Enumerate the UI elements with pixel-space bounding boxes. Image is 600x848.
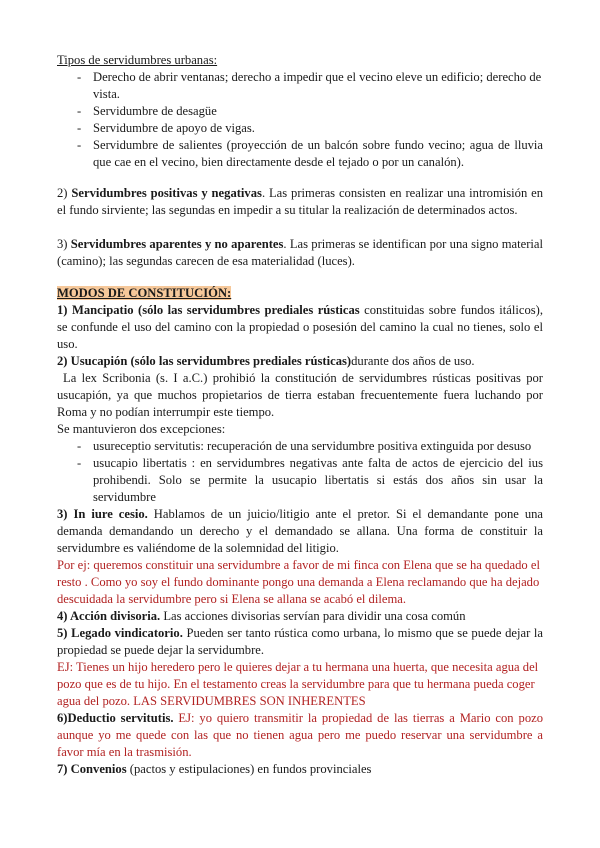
modes-section bbox=[57, 285, 543, 778]
apparent-title: Servidumbres aparentes y no aparentes bbox=[70, 237, 284, 251]
positive-text: . Las primeras consisten en realizar una intromisión en el fundo sirviente; las segundas en impedir a su titular la realización de determinados actos. bbox=[57, 186, 544, 217]
mode-1-title: 1) Mancipatio ( bbox=[57, 303, 143, 317]
modes-heading: MODOS DE CONSTITUCIÓN: bbox=[57, 286, 232, 300]
apparent-number: 3) bbox=[57, 237, 68, 251]
positive-title: Servidumbres positivas y negativas bbox=[71, 186, 262, 200]
mode-7-title: 7) Convenios bbox=[57, 762, 127, 776]
mode-1-text: constituidas sobre fundos itálicos), se confunde el uso del camino con la propiedad o posesión del camino la cual no tienes, solo el uso. bbox=[57, 303, 543, 351]
apparent-text: . Las primeras se identifican por una signo material (camino); las segundas carecen de esa materialidad (luces). bbox=[57, 237, 543, 268]
mode-2-title: 2) Usucapión (sólo las servidumbres prediales rústicas) bbox=[57, 354, 352, 368]
list-item: - usucapio libertatis : en servidumbres negativas ante falta de actos de ejercicio del ius prohibendi. Solo se permite la usucapio libertatis si estás dos años sin usar la servidumbre bbox=[57, 455, 543, 506]
exceptions-intro: Se mantuvieron dos excepciones: bbox=[57, 422, 226, 436]
exceptions-list bbox=[57, 438, 543, 506]
mode-6-title: 6)Deductio servitutis. bbox=[57, 711, 174, 725]
apparent-paragraph bbox=[57, 236, 543, 270]
mode-2-text: durante dos años de uso. bbox=[351, 354, 475, 368]
list-item: - Derecho de abrir ventanas; derecho a impedir que el vecino eleve un edificio; derecho de vista. bbox=[57, 69, 543, 103]
mode-3-title: 3) In iure cesio. bbox=[57, 507, 148, 521]
mode-mancipatio bbox=[57, 302, 543, 353]
urban-servitudes-list bbox=[57, 69, 543, 171]
mode-convenios bbox=[57, 761, 543, 778]
list-item: - Servidumbre de salientes (proyección de un balcón sobre fundo vecino; agua de lluvia que cae en el vecino, bien directamente desde el tejado o por un canalón). bbox=[57, 137, 543, 171]
mode-4-text: Las acciones divisorias servían para dividir una cosa común bbox=[160, 609, 466, 623]
mode-5-example: EJ: Tienes un hijo heredero pero le quieres dejar a tu hermana una huerta, que necesita agua del pozo que es de tu hijo. En el testamento creas la servidumbre para que tu hermana pueda coger agua del pozo. LAS SERVIDUMBRES SON INHERENTES bbox=[57, 660, 539, 708]
list-item: - Servidumbre de apoyo de vigas. bbox=[57, 120, 543, 137]
mode-6-example: EJ: yo quiero transmitir la propiedad de las tierras a Mario con pozo aunque yo me quede con las que no tienen agua pero me puedo reservar una servidumbre a favor mía en la trasmisión. bbox=[57, 711, 543, 759]
mode-usucapion bbox=[57, 353, 543, 370]
mode-3-example: Por ej: queremos constituir una servidumbre a favor de mi finca con Elena que se ha quedado el resto . Como yo soy el fundo dominante pongo una demanda a Elena reclamando que ha dejado descuidada la servidumbre pero si Elena se allana se acabó el dilema. bbox=[57, 558, 540, 606]
mode-in-iure-cesio bbox=[57, 506, 543, 557]
mode-1-title-bold: sólo las servidumbres prediales rústicas bbox=[142, 303, 360, 317]
mode-7-text: (pactos y estipulaciones) en fundos provinciales bbox=[126, 762, 372, 776]
mode-3-text: Hablamos de un juicio/litigio ante el pretor. Si el demandante pone una demanda demandando un derecho y el demandado se allana. Una forma de constituir la servidumbre es valiéndome de la solemnidad del litigio. bbox=[57, 507, 544, 555]
mode-deductio-servitutis bbox=[57, 710, 543, 761]
positive-number: 2) bbox=[57, 186, 68, 200]
mode-5-title: 5) Legado vindicatorio. bbox=[57, 626, 183, 640]
positive-negative-paragraph bbox=[57, 185, 543, 219]
mode-accion-divisoria bbox=[57, 608, 543, 625]
list-item: - Servidumbre de desagüe bbox=[57, 103, 543, 120]
mode-5-text: Pueden ser tanto rústica como urbana, lo mismo que se puede dejar la propiedad se puede dejar la servidumbre. bbox=[57, 626, 544, 657]
list-item: - usureceptio servitutis: recuperación de una servidumbre positiva extinguida por desuso bbox=[57, 438, 543, 455]
lex-scribonia-paragraph: La lex Scribonia (s. I a.C.) prohibió la constitución de servidumbres rústicas positivas por usucapión, ya que muchos propietarios de tierra estaban frecuentemente fuera luchando por Roma y no podían interrumpir este tiempo. bbox=[57, 371, 543, 419]
modes-heading-line bbox=[57, 285, 543, 302]
urban-servitudes-title: Tipos de servidumbres urbanas: bbox=[57, 53, 218, 67]
mode-4-title: 4) Acción divisoria. bbox=[57, 609, 161, 623]
mode-legado-vindicatorio bbox=[57, 625, 543, 659]
urban-servitudes-section bbox=[57, 52, 543, 171]
